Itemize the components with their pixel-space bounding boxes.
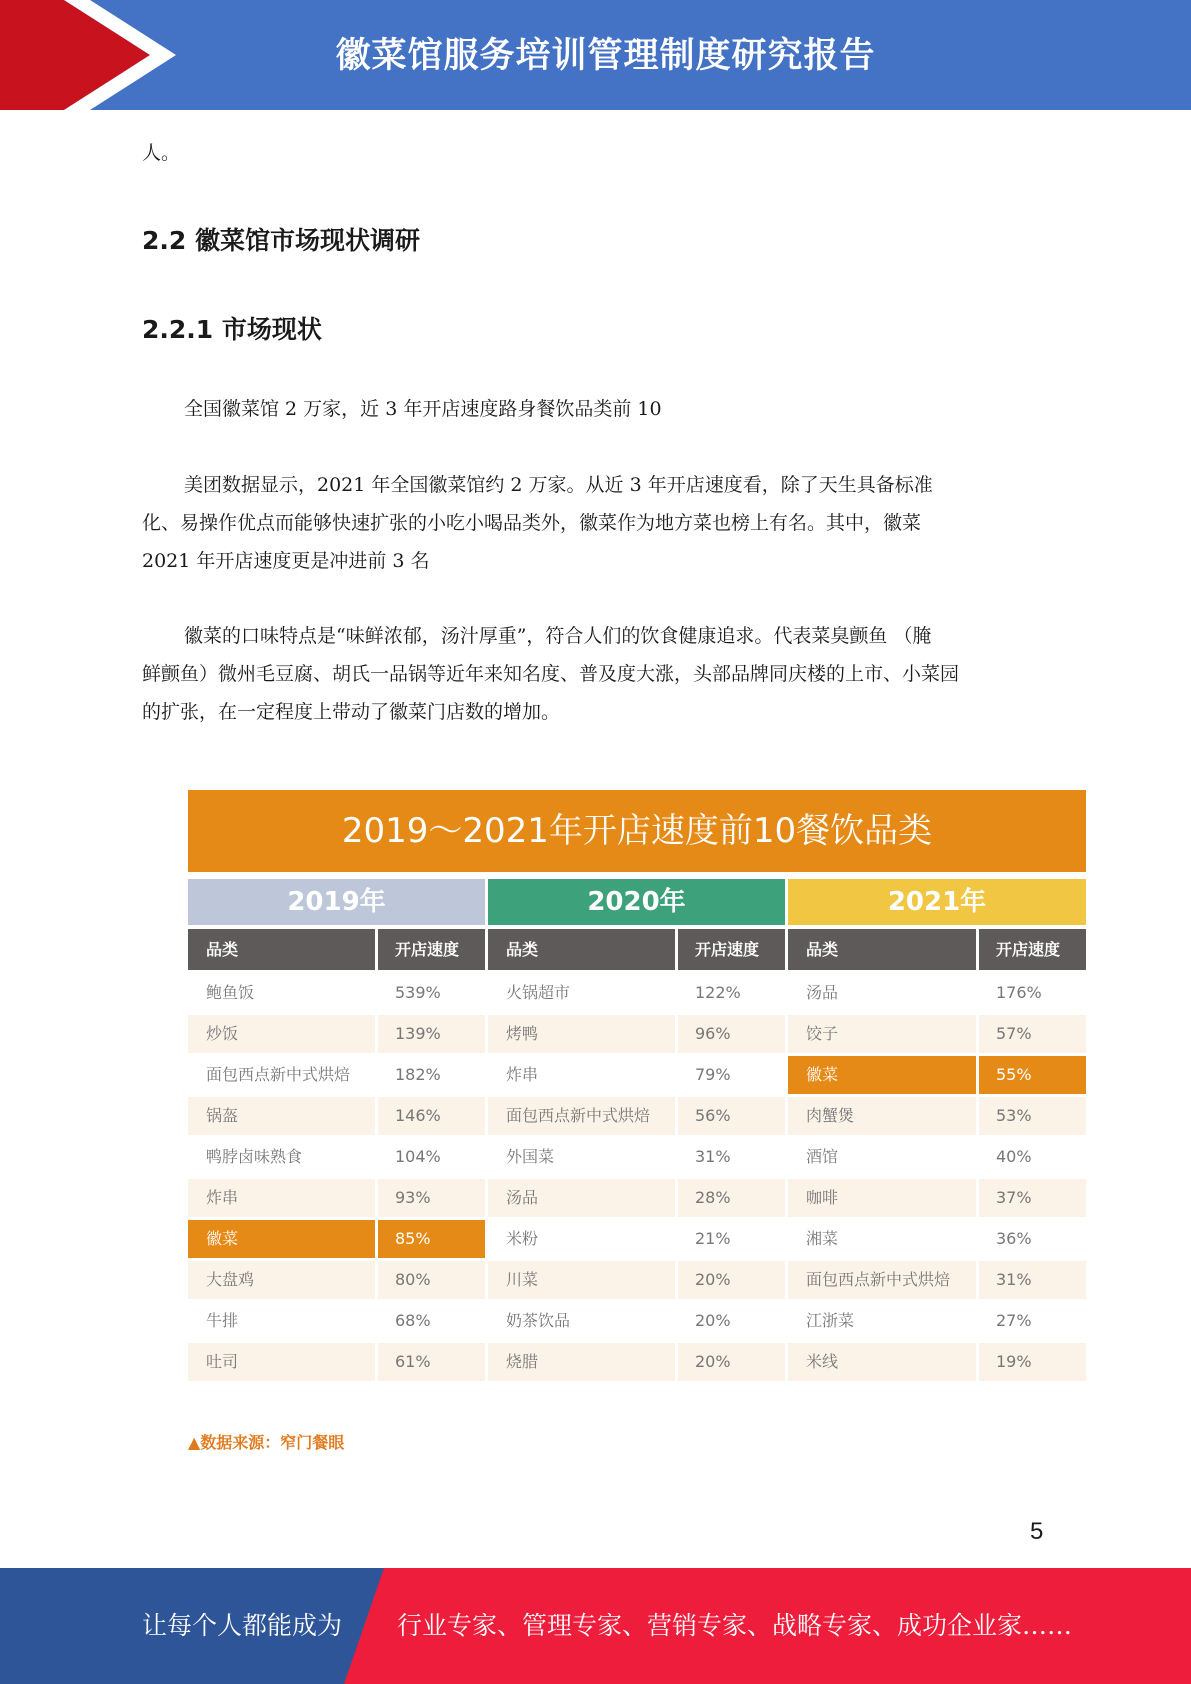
speed-cell: 20% <box>695 1311 731 1330</box>
speed-cell: 27% <box>996 1311 1032 1330</box>
paragraph-1: 全国徽菜馆 2 万家，近 3 年开店速度路身餐饮品类前 10 <box>184 398 662 420</box>
table-row <box>488 1097 785 1135</box>
speed-cell: 31% <box>695 1147 731 1166</box>
speed-cell: 80% <box>378 1261 485 1299</box>
year-column-0 <box>188 929 485 1381</box>
category-cell: 炸串 <box>188 1179 375 1217</box>
year-header-row <box>188 879 1086 925</box>
table-row <box>788 1179 1086 1217</box>
category-cell: 牛排 <box>206 1311 239 1330</box>
paragraph-3-line: 鲜颤鱼）微州毛豆腐、胡氏一品锅等近年来知名度、普及度大涨，头部品牌同庆楼的上市、小菜园 <box>142 663 960 685</box>
table-columns <box>188 929 1086 1381</box>
column-header-row <box>188 929 485 970</box>
table-row <box>488 1179 785 1217</box>
category-cell: 奶茶饮品 <box>506 1311 571 1330</box>
category-cell: 江浙菜 <box>806 1311 855 1330</box>
paragraph-3-line: 的扩张，在一定程度上带动了徽菜门店数的增加。 <box>142 701 561 723</box>
category-cell: 汤品 <box>806 983 839 1002</box>
category-cell: 米粉 <box>506 1229 539 1248</box>
page-header <box>0 0 1191 110</box>
table-row <box>788 1097 1086 1135</box>
year-column-1 <box>488 929 785 1381</box>
category-cell: 川菜 <box>488 1261 675 1299</box>
speed-cell: 53% <box>979 1097 1086 1135</box>
table-row <box>188 1179 485 1217</box>
table-row <box>188 1220 485 1258</box>
speed-cell: 176% <box>996 983 1042 1002</box>
speed-cell: 20% <box>678 1343 785 1381</box>
report-title: 徽菜馆服务培训管理制度研究报告 <box>335 36 876 76</box>
paragraph-3 <box>142 617 1052 731</box>
table-row <box>188 1056 485 1094</box>
category-cell: 汤品 <box>488 1179 675 1217</box>
year-2020-header: 2020年 <box>488 879 785 925</box>
speed-cell: 182% <box>395 1065 441 1084</box>
category-cell: 米线 <box>788 1343 976 1381</box>
table-row <box>488 1056 785 1094</box>
table-row <box>788 974 1086 1012</box>
speed-cell: 61% <box>378 1343 485 1381</box>
speed-header: 开店速度 <box>979 929 1086 970</box>
paragraph-2 <box>142 466 1052 580</box>
table-row <box>788 1343 1086 1381</box>
table-row <box>788 1261 1086 1299</box>
category-cell: 面包西点新中式烘焙 <box>206 1065 351 1084</box>
speed-cell: 104% <box>395 1147 441 1166</box>
speed-cell: 68% <box>395 1311 431 1330</box>
table-row <box>188 1015 485 1053</box>
category-cell: 鲍鱼饭 <box>206 983 255 1002</box>
table-row <box>788 1015 1086 1053</box>
speed-cell: 28% <box>678 1179 785 1217</box>
speed-header: 开店速度 <box>678 929 785 970</box>
category-header: 品类 <box>488 929 675 970</box>
table-row <box>488 1302 785 1340</box>
column-header-row <box>488 929 785 970</box>
category-cell: 烧腊 <box>488 1343 675 1381</box>
category-cell: 炸串 <box>506 1065 539 1084</box>
table-row <box>188 1343 485 1381</box>
table-row <box>188 1138 485 1176</box>
speed-cell: 40% <box>996 1147 1032 1166</box>
category-cell: 徽菜 <box>188 1220 375 1258</box>
speed-cell: 56% <box>678 1097 785 1135</box>
speed-cell: 79% <box>695 1065 731 1084</box>
table-row <box>488 1261 785 1299</box>
footer-slogan-left: 让每个人都能成为 <box>142 1611 343 1640</box>
speed-cell: 21% <box>695 1229 731 1248</box>
category-cell: 外国菜 <box>506 1147 555 1166</box>
speed-cell: 96% <box>678 1015 785 1053</box>
speed-cell: 146% <box>378 1097 485 1135</box>
table-row <box>788 1138 1086 1176</box>
table-row <box>188 1302 485 1340</box>
category-cell: 酒馆 <box>806 1147 839 1166</box>
paragraph-2-line: 2021 年开店速度更是冲进前 3 名 <box>142 550 430 572</box>
data-source-note: ▲数据来源：窄门餐眼 <box>188 1433 345 1452</box>
speed-cell: 19% <box>979 1343 1086 1381</box>
category-cell: 咖啡 <box>788 1179 976 1217</box>
speed-cell: 55% <box>979 1056 1086 1094</box>
speed-cell: 31% <box>979 1261 1086 1299</box>
year-column-2 <box>788 929 1086 1381</box>
table-row <box>488 974 785 1012</box>
category-cell: 肉蟹煲 <box>788 1097 976 1135</box>
speed-cell: 20% <box>678 1261 785 1299</box>
table-row <box>188 1261 485 1299</box>
category-cell: 湘菜 <box>806 1229 839 1248</box>
footer-slogan-right: 行业专家、管理专家、营销专家、战略专家、成功企业家…… <box>397 1611 1073 1640</box>
category-cell: 饺子 <box>788 1015 976 1053</box>
table-row <box>488 1015 785 1053</box>
category-cell: 烤鸭 <box>488 1015 675 1053</box>
table-row <box>788 1056 1086 1094</box>
category-cell: 大盘鸡 <box>188 1261 375 1299</box>
category-header: 品类 <box>188 929 375 970</box>
table-row <box>488 1220 785 1258</box>
speed-cell: 539% <box>395 983 441 1002</box>
page-footer <box>0 1568 1191 1684</box>
speed-header: 开店速度 <box>378 929 485 970</box>
category-cell: 鸭脖卤味熟食 <box>206 1147 303 1166</box>
table-row <box>788 1220 1086 1258</box>
category-cell: 炒饭 <box>188 1015 375 1053</box>
ranking-table-figure <box>188 790 1086 1381</box>
category-cell: 面包西点新中式烘焙 <box>788 1261 976 1299</box>
paragraph-2-line: 美团数据显示，2021 年全国徽菜馆约 2 万家。从近 3 年开店速度看，除了天生具备标准 <box>184 474 933 496</box>
category-header: 品类 <box>788 929 976 970</box>
category-cell: 徽菜 <box>788 1056 976 1094</box>
speed-cell: 57% <box>979 1015 1086 1053</box>
year-2019-header: 2019年 <box>188 879 485 925</box>
category-cell: 吐司 <box>188 1343 375 1381</box>
category-cell: 面包西点新中式烘焙 <box>488 1097 675 1135</box>
paragraph-2-line: 化、易操作优点而能够快速扩张的小吃小喝品类外，徽菜作为地方菜也榜上有名。其中，徽菜 <box>142 512 922 534</box>
category-cell: 火锅超市 <box>506 983 571 1002</box>
column-header-row <box>788 929 1086 970</box>
speed-cell: 36% <box>996 1229 1032 1248</box>
table-row <box>488 1343 785 1381</box>
table-title: 2019～2021年开店速度前10餐饮品类 <box>188 790 1086 872</box>
speed-cell: 37% <box>979 1179 1086 1217</box>
table-row <box>488 1138 785 1176</box>
speed-cell: 85% <box>378 1220 485 1258</box>
subsection-heading: 2.2.1 市场现状 <box>142 315 322 344</box>
table-row <box>188 974 485 1012</box>
page-number: 5 <box>1030 1518 1044 1545</box>
speed-cell: 93% <box>378 1179 485 1217</box>
table-row <box>188 1097 485 1135</box>
section-heading: 2.2 徽菜馆市场现状调研 <box>142 226 420 255</box>
table-row <box>788 1302 1086 1340</box>
year-2021-header: 2021年 <box>788 879 1086 925</box>
paragraph-3-line: 徽菜的口味特点是“味鲜浓郁，汤汁厚重”，符合人们的饮食健康追求。代表菜臭颤鱼 （腌 <box>184 625 932 647</box>
speed-cell: 139% <box>378 1015 485 1053</box>
category-cell: 锅盔 <box>188 1097 375 1135</box>
lead-text: 人。 <box>142 142 181 164</box>
speed-cell: 122% <box>695 983 741 1002</box>
